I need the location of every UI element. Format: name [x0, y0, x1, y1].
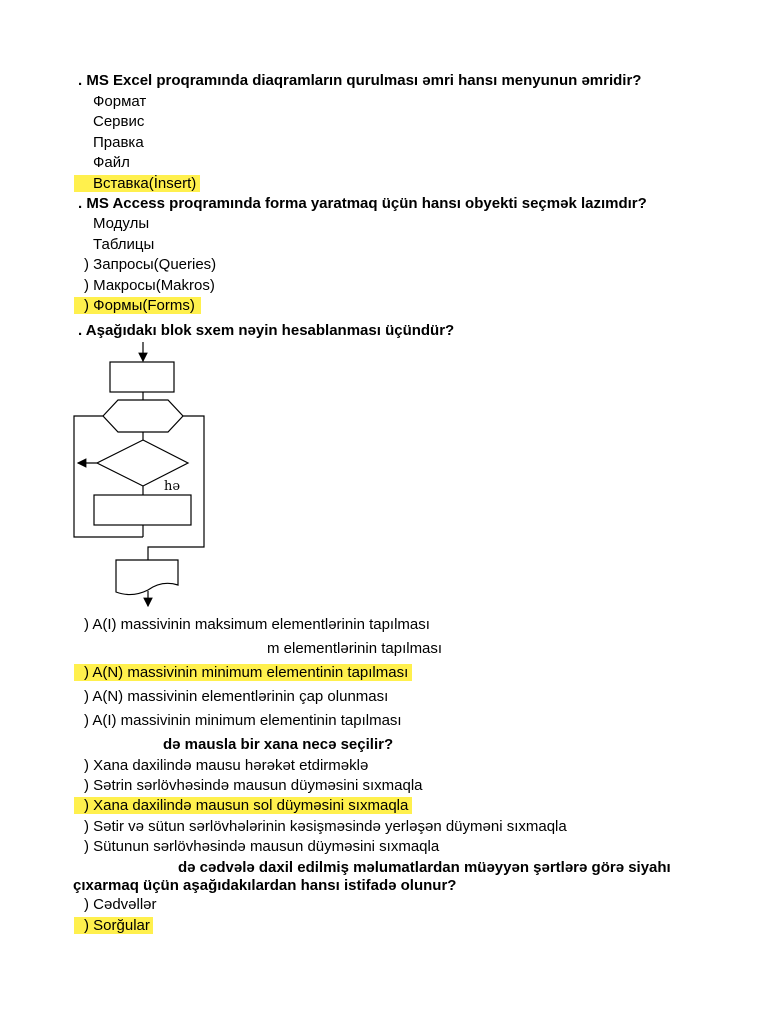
- highlighted-answer: ) Sorğular: [74, 917, 153, 934]
- q2-option-4: ) Макросы(Makros): [84, 277, 215, 294]
- question-3: . Aşağıdakı blok sxem nəyin hesablanması üçündür?: [78, 322, 455, 339]
- highlighted-answer: ) Xana daxilində mausun sol düyməsini sıxmaqla: [74, 797, 412, 814]
- highlighted-answer: ) A(N) massivinin minimum elementinin tapılması: [74, 664, 412, 681]
- q1-option-2: Сервис: [93, 113, 145, 130]
- q4-option-1: ) Xana daxilində mausu hərəkət etdirməklə: [84, 757, 369, 774]
- q3-option-1: ) A(I) massivinin maksimum elementlərinin tapılması: [84, 616, 430, 633]
- q2-option-1: Модулы: [93, 215, 150, 232]
- question-1: . MS Excel proqramında diaqramların qurulması əmri hansı menyunun əmridir?: [78, 72, 642, 89]
- highlighted-answer: Вставка(İnsert): [74, 175, 200, 192]
- question-5-line-2: çıxarmaq üçün aşağıdakılardan hansı istifadə olunur?: [73, 877, 457, 894]
- q2-option-3: ) Запросы(Queries): [84, 256, 217, 273]
- q1-option-5-correct: [74, 175, 200, 193]
- q4-option-4: ) Sətir və sütun sərlövhələrinin kəsişməsində yerləşən düyməni sıxmaqla: [84, 818, 567, 835]
- q1-option-1: Формат: [93, 93, 147, 110]
- loop-block: [103, 400, 183, 432]
- highlighted-answer: ) Формы(Forms): [74, 297, 201, 314]
- q3-option-4: ) A(N) massivinin elementlərinin çap olunması: [84, 688, 389, 705]
- process-block-2: [94, 495, 191, 525]
- process-block-1: [110, 362, 174, 392]
- q2-option-5-correct: [74, 297, 201, 315]
- question-2: . MS Access proqramında forma yaratmaq üçün hansı obyekti seçmək lazımdır?: [78, 195, 647, 212]
- q5-option-1: ) Cədvəllər: [84, 896, 157, 913]
- q2-option-2: Таблицы: [93, 236, 155, 253]
- q3-option-3-correct: [74, 664, 412, 682]
- block-diagram: [70, 340, 220, 610]
- question-4: də mausla bir xana necə seçilir?: [163, 736, 394, 753]
- q4-option-2: ) Sətrin sərlövhəsində mausun düyməsini sıxmaqla: [84, 777, 423, 794]
- q1-option-4: Файл: [93, 154, 130, 171]
- q3-option-5: ) A(I) massivinin minimum elementinin tapılması: [84, 712, 402, 729]
- q3-option-2: m elementlərinin tapılması: [267, 640, 443, 657]
- q5-option-2-correct: [74, 917, 153, 935]
- q4-option-5: ) Sütunun sərlövhəsində mausun düyməsini sıxmaqla: [84, 838, 440, 855]
- output-document-block: [116, 560, 178, 595]
- loop-back-line: [74, 416, 143, 537]
- question-5-line-1: də cədvələ daxil edilmiş məlumatlardan müəyyən şərtlərə görə siyahı: [178, 859, 671, 876]
- yes-label: hə: [164, 479, 181, 494]
- q1-option-3: Правка: [93, 134, 144, 151]
- q4-option-3-correct: [74, 797, 412, 815]
